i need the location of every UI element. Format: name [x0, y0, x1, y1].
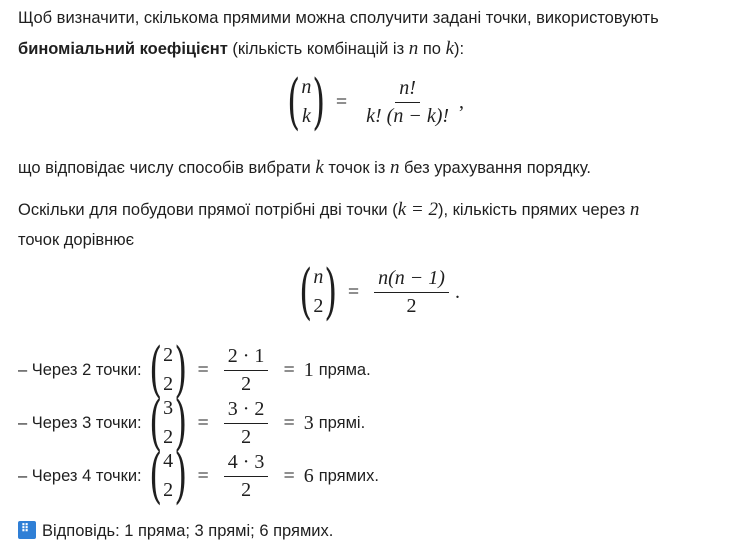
equals-sign: = — [197, 464, 209, 487]
equals-sign: = — [197, 411, 209, 434]
intro-close: ): — [454, 40, 465, 58]
fraction-lines — [374, 267, 449, 318]
fraction-numerator: 2 · 1 — [224, 345, 269, 371]
intro-text: Щоб визначити, скількома прямими можна сполучити задані точки, використовують — [18, 9, 659, 27]
example-result: 6 — [303, 464, 314, 487]
fraction-numerator: n! — [395, 77, 420, 103]
intro-text-rest: (кількість комбінацій із — [232, 40, 405, 58]
example-fraction — [224, 345, 269, 396]
intro-po: по — [422, 40, 441, 58]
example-row — [18, 335, 371, 405]
formula-period: . — [454, 280, 460, 303]
formula-binomial-general — [286, 67, 465, 137]
binom-general — [301, 73, 311, 131]
paren-right: ) — [324, 257, 338, 327]
paren-left: ( — [287, 67, 301, 137]
example-binom — [163, 447, 173, 505]
answer-text: Відповідь: 1 пряма; 3 прямі; 6 прямих. — [42, 522, 334, 540]
binom-top: n — [301, 76, 312, 98]
fraction-denominator: 2 — [241, 372, 252, 395]
fraction-numerator: n(n − 1) — [374, 267, 449, 293]
paren-left: ( — [148, 335, 162, 405]
explanation-line — [18, 157, 591, 179]
fraction-numerator: 4 · 3 — [224, 451, 269, 477]
formula-comma: , — [459, 90, 465, 113]
paren-right: ) — [174, 335, 188, 405]
para2-line2: точок дорівнює — [18, 231, 135, 249]
explain-after: без урахування порядку. — [404, 159, 591, 177]
example-row — [18, 441, 379, 511]
answer-icon: ⠿ — [18, 521, 36, 539]
example-binom — [163, 341, 173, 399]
equals-sign: = — [335, 90, 348, 113]
equals-sign: = — [283, 464, 295, 487]
formula-binomial-two — [298, 257, 460, 327]
example-row — [18, 388, 366, 458]
explain-mid: точок із — [328, 159, 386, 177]
para2-condition: k = 2 — [397, 199, 438, 220]
example-label: – Через 3 точки: — [18, 413, 142, 432]
binom-bottom: 2 — [313, 295, 324, 317]
paren-left: ( — [148, 441, 162, 511]
example-result: 1 — [303, 358, 314, 381]
binom-bottom: 2 — [163, 426, 174, 448]
explain-n: n — [389, 157, 400, 178]
example-fraction — [224, 398, 269, 449]
binomial-term: биноміальний коефіцієнт — [18, 40, 228, 58]
binom-top: 2 — [163, 344, 174, 366]
intro-k: k — [445, 38, 455, 59]
intro-n: n — [408, 38, 419, 59]
para2-n: n — [629, 199, 640, 220]
equals-sign: = — [283, 411, 295, 434]
example-word: прямих. — [318, 466, 379, 485]
example-word: прямі. — [318, 413, 366, 432]
fraction-denominator: 2 — [241, 478, 252, 501]
intro-line-1 — [18, 9, 659, 28]
fraction-numerator: 3 · 2 — [224, 398, 269, 424]
fraction-denominator: 2 — [241, 425, 252, 448]
binom-bottom: k — [301, 105, 311, 127]
fraction-denominator: k! (n − k)! — [366, 104, 450, 127]
explain-before: що відповідає числу способів вибрати — [18, 159, 311, 177]
equals-sign: = — [197, 358, 209, 381]
binom-n-2 — [313, 263, 323, 321]
binom-top: 3 — [163, 397, 174, 419]
example-binom — [163, 394, 173, 452]
binom-top: 4 — [163, 450, 174, 472]
binom-bottom: 2 — [163, 373, 174, 395]
paren-left: ( — [148, 388, 162, 458]
para2-before: Оскільки для побудови прямої потрібні дві точки ( — [18, 201, 398, 219]
fraction-denominator: 2 — [406, 294, 417, 317]
intro-line-2 — [18, 38, 464, 60]
paren-right: ) — [174, 388, 188, 458]
equals-sign: = — [283, 358, 295, 381]
paren-right: ) — [174, 441, 188, 511]
equals-sign: = — [347, 280, 360, 303]
para2-after: ), кількість прямих через — [437, 201, 626, 219]
example-label: – Через 2 точки: — [18, 360, 142, 379]
explain-k: k — [315, 157, 324, 178]
paren-right: ) — [312, 67, 326, 137]
example-fraction — [224, 451, 269, 502]
example-result: 3 — [303, 411, 314, 434]
paragraph-2-line-1 — [18, 199, 639, 221]
fraction-factorial — [362, 77, 453, 128]
answer-line — [18, 521, 333, 541]
paragraph-2-line-2 — [18, 231, 134, 250]
example-word: пряма. — [318, 360, 371, 379]
example-label: – Через 4 точки: — [18, 466, 142, 485]
paren-left: ( — [299, 257, 313, 327]
binom-bottom: 2 — [163, 479, 174, 501]
binom-top: n — [313, 266, 324, 288]
